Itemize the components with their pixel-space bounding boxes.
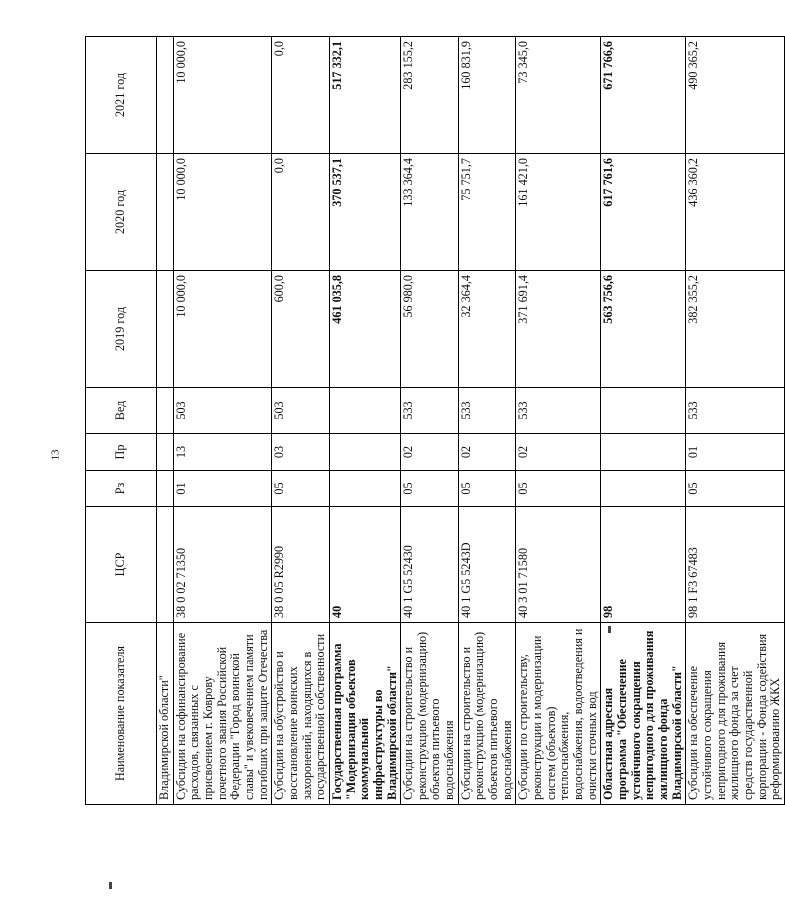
cell-csr: 38 0 02 71350 — [173, 507, 272, 623]
cell-2019: 461 035,8 — [329, 271, 400, 388]
cell-ved — [329, 388, 400, 434]
header-2020: 2020 год — [86, 154, 157, 271]
cell-2021 — [157, 37, 174, 154]
header-ved: Вед — [86, 388, 157, 434]
cell-rz: 05 — [458, 471, 516, 507]
cell-pr — [601, 434, 686, 471]
cell-2019: 382 355,2 — [686, 271, 785, 388]
cell-2019: 600,0 — [272, 271, 330, 388]
cell-2019: 563 756,6 — [601, 271, 686, 388]
header-rz: Рз — [86, 471, 157, 507]
header-csr: ЦСР — [86, 507, 157, 623]
cell-2021: 160 831,9 — [458, 37, 516, 154]
table-row — [601, 37, 686, 805]
cell-ved: 533 — [458, 388, 516, 434]
cell-rz — [601, 471, 686, 507]
cell-name: Субсидии на обеспечение устойчивого сокращения непригодного для проживания жилищного фонда за счет средств государственной корпорации - Фонда содействия реформированию ЖКХ — [686, 623, 785, 805]
cell-name: Субсидии на строительство и реконструкцию (модернизацию) объектов питьевого водоснабжения — [458, 623, 516, 805]
cell-2021: 517 332,1 — [329, 37, 400, 154]
table-row — [173, 37, 272, 805]
cell-2020: 161 421,0 — [516, 154, 601, 271]
cell-2020 — [157, 154, 174, 271]
page-number: 13 — [49, 449, 62, 461]
cell-pr: 02 — [401, 434, 459, 471]
cell-rz — [329, 471, 400, 507]
cell-rz: 05 — [272, 471, 330, 507]
cell-2020: 10 000,0 — [173, 154, 272, 271]
cell-2020: 75 751,7 — [458, 154, 516, 271]
table-row — [157, 37, 174, 805]
header-2019: 2019 год — [86, 271, 157, 388]
cell-name: Субсидии на обустройство и восстановление воинских захоронений, находящихся в государственной собственности — [272, 623, 330, 805]
cell-name: Областная адресная программа "Обеспечение устойчивого сокращения непригодного для проживания жилищного фонда Владимирской области" — [601, 623, 686, 805]
cell-ved — [601, 388, 686, 434]
cell-2019: 56 980,0 — [401, 271, 459, 388]
cell-pr: 13 — [173, 434, 272, 471]
header-2021: 2021 год — [86, 37, 157, 154]
cell-name: Субсидии на софинансирование расходов, связанных с присвоением г. Коврову почетного звания Российской Федерации "Город воинской славы" и увековечением памяти погибших при защите Отечества — [173, 623, 272, 805]
cell-2019 — [157, 271, 174, 388]
header-name: Наименование показателя — [86, 623, 157, 805]
table-header-row — [86, 37, 157, 805]
cell-csr — [157, 507, 174, 623]
cell-pr — [157, 434, 174, 471]
cell-pr: 03 — [272, 434, 330, 471]
table-row — [401, 37, 459, 805]
cell-csr: 38 0 05 R2990 — [272, 507, 330, 623]
cell-rz: 05 — [401, 471, 459, 507]
cell-csr: 40 1 G5 52430 — [401, 507, 459, 623]
cell-2021: 73 345,0 — [516, 37, 601, 154]
cell-csr: 40 — [329, 507, 400, 623]
cell-name: Субсидии на строительство и реконструкцию (модернизацию) объектов питьевого водоснабжения — [401, 623, 459, 805]
budget-table — [85, 36, 785, 805]
cell-ved: 503 — [272, 388, 330, 434]
cell-csr: 40 3 01 71580 — [516, 507, 601, 623]
table-row — [458, 37, 516, 805]
cell-rz: 05 — [516, 471, 601, 507]
cell-pr: 02 — [458, 434, 516, 471]
cell-name: Владимирской области" — [157, 623, 174, 805]
cell-pr — [329, 434, 400, 471]
cell-csr: 98 1 F3 67483 — [686, 507, 785, 623]
table-row — [516, 37, 601, 805]
cell-ved: 503 — [173, 388, 272, 434]
cell-csr: 98 — [601, 507, 686, 623]
cell-2020: 133 364,4 — [401, 154, 459, 271]
scan-tick-mark — [109, 882, 112, 889]
cell-ved: 533 — [686, 388, 785, 434]
table-row — [272, 37, 330, 805]
cell-2021: 283 155,2 — [401, 37, 459, 154]
cell-ved — [157, 388, 174, 434]
cell-rz — [157, 471, 174, 507]
cell-ved: 533 — [401, 388, 459, 434]
cell-2019: 10 000,0 — [173, 271, 272, 388]
cell-2019: 371 691,4 — [516, 271, 601, 388]
header-pr: Пр — [86, 434, 157, 471]
table-row — [686, 37, 785, 805]
scan-tick-mark — [608, 626, 611, 633]
cell-rz: 05 — [686, 471, 785, 507]
cell-2019: 32 364,4 — [458, 271, 516, 388]
cell-2020: 617 761,6 — [601, 154, 686, 271]
cell-ved: 533 — [516, 388, 601, 434]
cell-pr: 01 — [686, 434, 785, 471]
cell-rz: 01 — [173, 471, 272, 507]
cell-2021: 671 766,6 — [601, 37, 686, 154]
cell-2021: 0,0 — [272, 37, 330, 154]
table-row — [329, 37, 400, 805]
cell-pr: 02 — [516, 434, 601, 471]
cell-name: Субсидии по строительству, реконструкции и модернизации систем (объектов) теплоснабжения, водоснабжения, водоотведения и очистки сточных вод — [516, 623, 601, 805]
cell-2020: 370 537,1 — [329, 154, 400, 271]
cell-2020: 436 360,2 — [686, 154, 785, 271]
cell-2021: 10 000,0 — [173, 37, 272, 154]
cell-csr: 40 1 G5 5243D — [458, 507, 516, 623]
cell-2021: 490 365,2 — [686, 37, 785, 154]
cell-2020: 0,0 — [272, 154, 330, 271]
cell-name: Государственная программа "Модернизация объектов коммунальной инфраструктуры во Владимирской области" — [329, 623, 400, 805]
